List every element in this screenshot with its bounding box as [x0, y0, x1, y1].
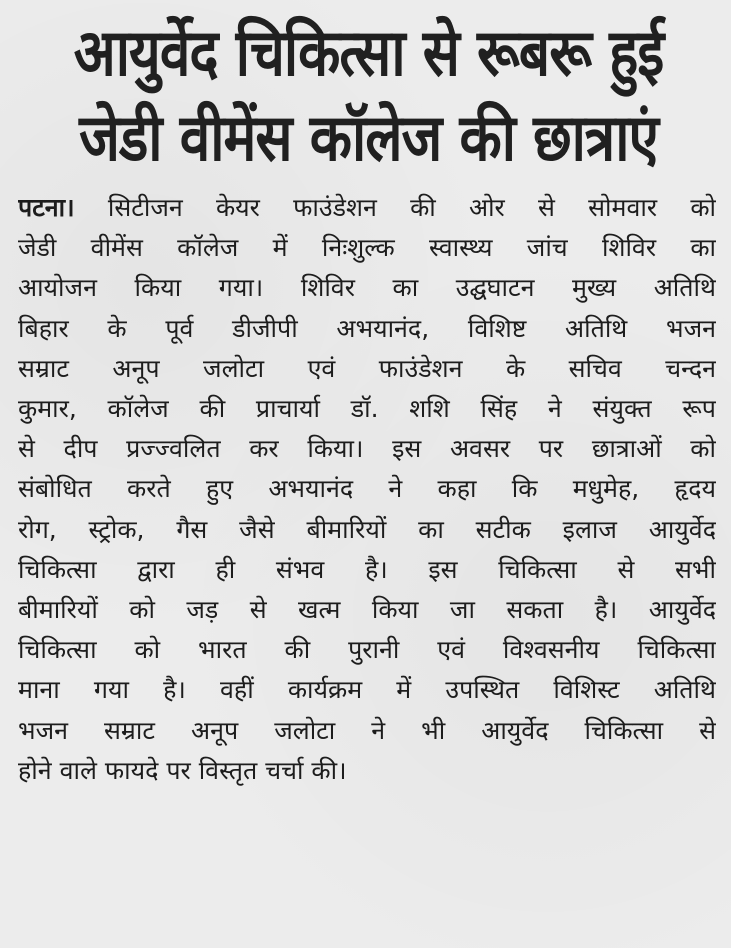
- article-line-9: रोग, स्ट्रोक, गैस जैसे बीमारियों का सटीक इलाज आयुर्वेद: [18, 514, 716, 544]
- article-line-5: सम्राट अनूप जलोटा एवं फाउंडेशन के सचिव चन्दन: [18, 353, 716, 383]
- article-line-1: [18, 188, 716, 228]
- article-line-7: से दीप प्रज्ज्वलित कर किया। इस अवसर पर छात्राओं को: [18, 434, 716, 464]
- article-line-15: होने वाले फायदे पर विस्तृत चर्चा की।: [18, 755, 347, 785]
- article-line-11: बीमारियों को जड़ से खत्म किया जा सकता है। आयुर्वेद: [18, 595, 716, 625]
- article-line-12: चिकित्सा को भारत की पुरानी एवं विश्वसनीय चिकित्सा: [18, 635, 716, 665]
- article-line-13: माना गया है। वहीं कार्यक्रम में उपस्थित विशिस्ट अतिथि: [18, 675, 716, 705]
- article-line-6: कुमार, कॉलेज की प्राचार्या डॉ. शशि सिंह ने संयुक्त रूप: [18, 394, 716, 424]
- headline-line-1: आयुर्वेद चिकित्सा से रूबरू हुई: [73, 14, 664, 91]
- article-line-14: भजन सम्राट अनूप जलोटा ने भी आयुर्वेद चिकित्सा से: [18, 715, 716, 745]
- article-line-10: चिकित्सा द्वारा ही संभव है। इस चिकित्सा से सभी: [18, 554, 716, 584]
- headline: [18, 10, 719, 180]
- article-line-2: जेडी वीमेंस कॉलेज में निःशुल्क स्वास्थ्य जांच शिविर का: [18, 233, 716, 263]
- dateline: पटना।: [18, 193, 75, 222]
- article-line-8: संबोधित करते हुए अभयानंद ने कहा कि मधुमेह, हृदय: [18, 474, 716, 504]
- article-line-4: बिहार के पूर्व डीजीपी अभयानंद, विशिष्ट अतिथि भजन: [18, 313, 716, 343]
- article-line-1-text: सिटीजन केयर फाउंडेशन की ओर से सोमवार को: [74, 193, 716, 222]
- article-line-3: आयोजन किया गया। शिविर का उद्घघाटन मुख्य अतिथि: [18, 273, 716, 303]
- article-body: [18, 188, 719, 791]
- headline-line-2: जेडी वीमेंस कॉलेज की छात्राएं: [79, 99, 658, 176]
